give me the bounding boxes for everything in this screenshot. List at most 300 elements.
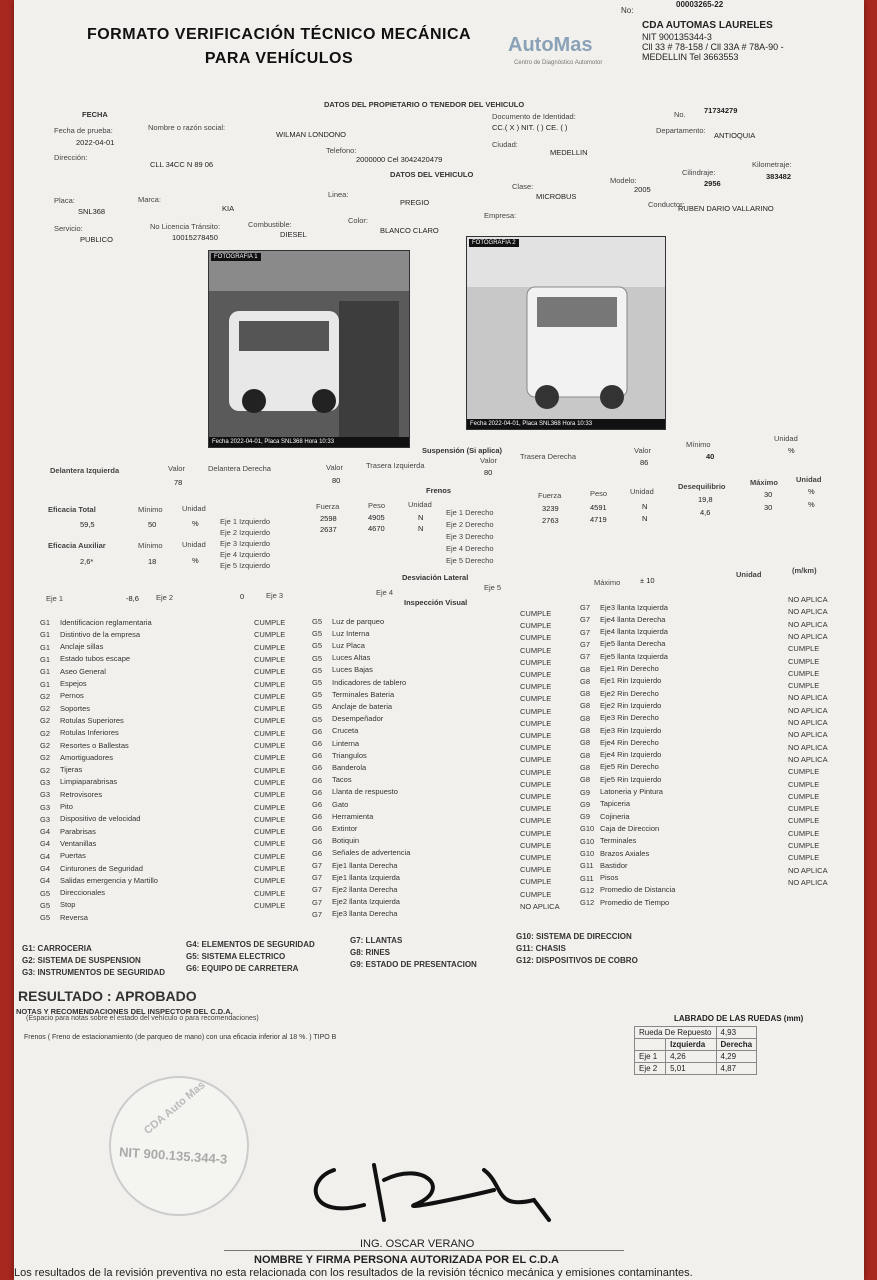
inspection-item-result: CUMPLE bbox=[254, 790, 286, 800]
departamento-label: Departamento: bbox=[656, 126, 706, 135]
inspection-item-code: G10 bbox=[580, 849, 595, 858]
inspection-item-result: CUMPLE bbox=[254, 679, 286, 689]
inspection-item-result: CUMPLE bbox=[520, 816, 552, 826]
eficacia-total-minimo: 50 bbox=[148, 520, 157, 529]
inspection-item-code: G4 bbox=[40, 839, 51, 849]
brake-axle-left-fuerza: 2637 bbox=[320, 525, 337, 534]
inspection-item-result: NO APLICA bbox=[788, 619, 828, 629]
inspector-name: ING. OSCAR VERANO bbox=[360, 1238, 475, 1250]
inspection-item-result: CUMPLE bbox=[520, 865, 552, 875]
susp-minimo-value: 40 bbox=[706, 452, 715, 461]
brake-axle-left-fuerza: 2598 bbox=[320, 514, 337, 523]
eficacia-aux-unidad-label: Unidad bbox=[182, 540, 206, 549]
inspection-item-code: G5 bbox=[312, 678, 323, 687]
fuerza-label-right: Fuerza bbox=[538, 491, 562, 500]
inspection-item-label: Terminales bbox=[600, 836, 637, 846]
inspection-item-result: CUMPLE bbox=[254, 814, 286, 824]
inspection-item-label: Soportes bbox=[60, 703, 91, 713]
doc-identidad-label: Documento de Identidad: bbox=[492, 112, 576, 121]
inspection-item-label: Eje2 Rin Izquierdo bbox=[600, 700, 662, 710]
inspection-item-result: NO APLICA bbox=[788, 865, 828, 875]
brake-axle-left-label: Eje 1 Izquierdo bbox=[220, 517, 271, 526]
van-front-image bbox=[209, 251, 409, 447]
peso-label-left: Peso bbox=[368, 501, 386, 510]
desv-eje5-label: Eje 5 bbox=[484, 583, 502, 592]
inspection-item-label: Resortes o Ballestas bbox=[60, 740, 129, 750]
eje2-der: 4,87 bbox=[716, 1063, 757, 1075]
placa-value: SNL368 bbox=[78, 207, 106, 216]
cda-city: MEDELLIN Tel 3663553 bbox=[642, 52, 739, 62]
inspection-item-code: G7 bbox=[580, 652, 591, 662]
inspection-item-result: NO APLICA bbox=[788, 718, 828, 727]
inspection-item-result: CUMPLE bbox=[254, 839, 286, 849]
inspection-item-label: Señales de advertencia bbox=[332, 848, 411, 858]
servicio-label: Servicio: bbox=[54, 224, 83, 233]
inspection-item-code: G1 bbox=[40, 642, 51, 652]
inspection-item-result: NO APLICA bbox=[520, 901, 560, 911]
inspection-item-code: G7 bbox=[580, 639, 591, 649]
legend-group: G2: SISTEMA DE SUSPENSION bbox=[22, 956, 141, 965]
inspection-item-label: Cinturones de Seguridad bbox=[60, 863, 143, 873]
ciudad-value: MEDELLIN bbox=[550, 148, 588, 157]
inspection-item-result: CUMPLE bbox=[520, 731, 552, 740]
inspection-item-result: CUMPLE bbox=[254, 654, 286, 664]
inspection-item-label: Eje4 llanta Izquierda bbox=[600, 627, 668, 637]
brake-axle-right-label: Eje 3 Derecho bbox=[446, 532, 494, 541]
eje1-izq: 4,26 bbox=[666, 1051, 716, 1063]
inspection-item-code: G2 bbox=[40, 691, 51, 701]
derecha-header: Derecha bbox=[716, 1039, 757, 1051]
inspection-item-label: Herramienta bbox=[332, 811, 374, 821]
brake-axle-right-label: Eje 4 Derecho bbox=[446, 544, 494, 553]
inspection-item-result: NO APLICA bbox=[788, 742, 828, 752]
trasera-izq-label: Trasera Izquierda bbox=[366, 461, 425, 470]
inspection-item-code: G2 bbox=[40, 765, 51, 775]
cda-name: CDA AUTOMAS LAURELES bbox=[642, 20, 773, 31]
inspection-item-label: Stop bbox=[60, 900, 76, 910]
inspection-item-code: G8 bbox=[580, 664, 591, 674]
legend-group: G10: SISTEMA DE DIRECCION bbox=[516, 932, 632, 941]
licencia-label: No Licencia Tránsito: bbox=[150, 222, 221, 231]
trasera-izq-value: 80 bbox=[484, 468, 493, 477]
photo-2-tag: FOTOGRAFIA 2 bbox=[469, 239, 519, 247]
inspection-item-label: Terminales Bateria bbox=[332, 689, 395, 699]
inspection-item-code: G7 bbox=[312, 885, 323, 895]
inspection-item-result: CUMPLE bbox=[520, 609, 552, 618]
inspection-item-result: CUMPLE bbox=[520, 779, 552, 789]
inspection-item-label: Bastidor bbox=[600, 860, 628, 870]
brake-axle-right-label: Eje 2 Derecho bbox=[446, 520, 494, 529]
inspection-item-code: G6 bbox=[312, 751, 323, 761]
inspection-item-label: Anclaje sillas bbox=[60, 642, 104, 652]
inspection-item-code: G1 bbox=[40, 679, 51, 689]
eje2-row-label: Eje 2 bbox=[635, 1063, 666, 1075]
combustible-label: Combustible: bbox=[248, 220, 292, 229]
frenos-title: Frenos bbox=[426, 486, 452, 495]
legend-group: G9: ESTADO DE PRESENTACION bbox=[350, 960, 477, 969]
legend-group: G1: CARROCERIA bbox=[22, 944, 92, 953]
fecha-section: FECHA bbox=[82, 110, 108, 119]
delantera-izq-valor-label: Valor bbox=[168, 464, 185, 473]
form-title-line2: PARA VEHÍCULOS bbox=[204, 50, 354, 67]
inspection-item-result: CUMPLE bbox=[254, 716, 286, 726]
placa-label: Placa: bbox=[54, 196, 75, 205]
inspection-item-code: G7 bbox=[312, 861, 323, 870]
inspection-item-result: CUMPLE bbox=[520, 670, 552, 679]
inspection-item-result: CUMPLE bbox=[788, 816, 820, 826]
inspection-item-code: G6 bbox=[312, 775, 323, 785]
combustible-value: DIESEL bbox=[280, 230, 307, 239]
nombre-label: Nombre o razón social: bbox=[148, 123, 226, 132]
inspection-item-result: NO APLICA bbox=[788, 705, 828, 715]
notas-title: NOTAS Y RECOMENDACIONES DEL INSPECTOR DEL C.D.A. bbox=[16, 1007, 233, 1016]
inspection-item-result: CUMPLE bbox=[520, 621, 552, 631]
doc-number-label: No: bbox=[621, 6, 634, 15]
inspection-item-label: Eje3 Rin Derecho bbox=[600, 713, 659, 723]
desviacion-title: Desviación Lateral bbox=[402, 573, 469, 582]
inspection-item-code: G3 bbox=[40, 777, 51, 787]
eficacia-total-unidad-label: Unidad bbox=[182, 504, 206, 513]
inspection-item-label: Eje2 Rin Derecho bbox=[600, 688, 659, 698]
inspection-item-label: Reversa bbox=[60, 912, 88, 922]
inspection-item-result: CUMPLE bbox=[788, 681, 820, 691]
inspection-item-label: Eje4 Rin Derecho bbox=[600, 737, 659, 747]
eje1-der: 4,29 bbox=[716, 1051, 757, 1063]
inspection-item-code: G8 bbox=[580, 762, 591, 772]
desv-eje1-value: -8,6 bbox=[126, 594, 139, 603]
inspection-item-code: G8 bbox=[580, 726, 591, 735]
inspection-item-label: Estado tubos escape bbox=[60, 654, 131, 664]
cda-nit: NIT 900135344-3 bbox=[642, 32, 712, 42]
inspection-item-result: CUMPLE bbox=[520, 840, 552, 850]
inspection-item-code: G9 bbox=[580, 812, 591, 822]
doc-number: 00003265-22 bbox=[676, 0, 724, 9]
inspection-item-label: Ventanillas bbox=[60, 838, 97, 848]
inspection-item-code: G1 bbox=[40, 618, 51, 627]
labrado-table bbox=[634, 1026, 757, 1075]
inspection-item-label: Promedio de Distancia bbox=[600, 885, 676, 895]
color-value: BLANCO CLARO bbox=[380, 226, 439, 235]
fecha-prueba-label: Fecha de prueba: bbox=[54, 126, 113, 135]
inspection-item-code: G4 bbox=[40, 851, 51, 861]
unidad-label-left: Unidad bbox=[408, 500, 432, 509]
inspection-item-result: CUMPLE bbox=[254, 691, 286, 701]
desequilibrio-label: Desequilibrio bbox=[678, 482, 726, 491]
inspection-item-label: Espejos bbox=[60, 679, 87, 688]
desequilibrio-1: 19,8 bbox=[698, 495, 713, 504]
inspection-item-result: CUMPLE bbox=[788, 791, 820, 801]
inspection-item-label: Parabrisas bbox=[60, 826, 96, 836]
marca-label: Marca: bbox=[138, 195, 161, 204]
form-title-line1: FORMATO VERIFICACIÓN TÉCNICO MECÁNICA bbox=[86, 26, 472, 43]
inspection-item-label: Luz de parqueo bbox=[332, 616, 385, 626]
van-rear-image bbox=[467, 237, 665, 429]
inspection-item-result: CUMPLE bbox=[520, 657, 552, 667]
inspection-item-label: Eje5 Rin Izquierdo bbox=[600, 774, 662, 784]
inspection-item-result: CUMPLE bbox=[788, 841, 820, 850]
delantera-der-value: 80 bbox=[332, 476, 341, 485]
inspection-item-label: Linterna bbox=[332, 738, 360, 748]
inspection-item-code: G11 bbox=[580, 861, 594, 871]
vehicle-photo-1 bbox=[208, 250, 410, 448]
rueda-repuesto-label: Rueda De Repuesto bbox=[635, 1027, 717, 1039]
inspection-item-label: Pernos bbox=[60, 691, 84, 701]
inspection-item-label: Pito bbox=[60, 802, 73, 811]
inspection-item-result: CUMPLE bbox=[520, 889, 552, 899]
desv-unidad-label: Unidad bbox=[736, 570, 762, 579]
inspection-item-label: Rotulas Superiores bbox=[60, 715, 124, 725]
inspection-item-label: Eje5 llanta Izquierda bbox=[600, 651, 668, 661]
inspection-item-label: Caja de Direccion bbox=[600, 823, 660, 833]
marca-value: KIA bbox=[222, 204, 235, 213]
brake-axle-right-peso: 4591 bbox=[590, 503, 607, 512]
desv-eje4-label: Eje 4 bbox=[376, 588, 394, 597]
stamp-name: CDA Auto Mas bbox=[141, 1079, 208, 1137]
inspection-item-code: G2 bbox=[40, 753, 51, 763]
inspection-item-code: G6 bbox=[312, 787, 323, 797]
inspection-item-result: CUMPLE bbox=[520, 682, 552, 692]
inspection-item-code: G2 bbox=[40, 741, 51, 750]
brake-axle-left-label: Eje 3 Izquierdo bbox=[220, 539, 271, 548]
inspection-item-code: G9 bbox=[580, 799, 591, 809]
vehicle-photo-2 bbox=[466, 236, 666, 430]
inspection-item-label: Cojineria bbox=[600, 811, 630, 821]
clase-value: MICROBUS bbox=[536, 192, 577, 201]
legend-group: G6: EQUIPO DE CARRETERA bbox=[186, 964, 299, 973]
inspection-item-result: NO APLICA bbox=[788, 595, 828, 604]
desv-unidad-value: (m/km) bbox=[792, 566, 817, 575]
maximo-label: Máximo bbox=[750, 478, 778, 487]
notas-text: Frenos ( Freno de estacionamiento (de parqueo de mano) con una eficacia inferior al 18 %. ) TIPO B bbox=[24, 1034, 337, 1041]
inspection-item-label: Luz Interna bbox=[332, 628, 370, 638]
inspection-item-label: Gato bbox=[332, 799, 349, 809]
inspection-item-result: NO APLICA bbox=[788, 730, 828, 740]
brake-axle-left-unidad: N bbox=[418, 513, 424, 522]
inspection-item-label: Extintor bbox=[332, 823, 358, 833]
inspection-item-label: Luces Altas bbox=[332, 653, 371, 663]
inspection-item-label: Eje4 Rin Izquierdo bbox=[600, 750, 662, 760]
clase-label: Clase: bbox=[512, 182, 534, 191]
inspection-item-label: Botiquin bbox=[332, 836, 360, 846]
brake-axle-left-unidad: N bbox=[418, 524, 424, 533]
inspection-item-result: CUMPLE bbox=[788, 668, 820, 678]
conductor-label: Conductor: bbox=[648, 200, 685, 209]
legend-group: G7: LLANTAS bbox=[350, 936, 403, 945]
automas-logo: AutoMas bbox=[508, 34, 593, 56]
linea-value: PREGIO bbox=[400, 198, 430, 207]
inspection-item-result: CUMPLE bbox=[254, 864, 286, 873]
inspection-item-label: Desempeñador bbox=[332, 714, 384, 724]
inspection-item-code: G5 bbox=[312, 653, 323, 663]
inspection-item-label: Cruceta bbox=[332, 726, 359, 736]
inspection-item-code: G5 bbox=[312, 617, 323, 626]
trasera-der-valor-label: Valor bbox=[634, 446, 651, 455]
inspection-item-code: G6 bbox=[312, 726, 323, 736]
inspection-item-label: Pisos bbox=[600, 873, 619, 883]
inspection-item-result: CUMPLE bbox=[254, 642, 286, 652]
ciudad-label: Ciudad: bbox=[492, 140, 518, 149]
inspection-item-result: CUMPLE bbox=[520, 828, 552, 838]
legend-group: G11: CHASIS bbox=[516, 944, 566, 953]
inspection-item-code: G3 bbox=[40, 790, 51, 800]
inspection-item-code: G8 bbox=[580, 775, 591, 785]
inspection-item-result: CUMPLE bbox=[254, 851, 286, 861]
logo-tagline: Centro de Diagnóstico Automotor bbox=[514, 60, 603, 66]
inspection-item-label: Salidas emergencia y Martillo bbox=[60, 875, 158, 885]
legend-group: G8: RINES bbox=[350, 948, 391, 957]
brake-axle-right-label: Eje 5 Derecho bbox=[446, 556, 494, 565]
inspection-item-label: Banderola bbox=[332, 762, 367, 772]
susp-minimo-label: Mínimo bbox=[686, 440, 711, 449]
desequilibrio-2: 4,6 bbox=[700, 508, 711, 517]
inspection-item-label: Identificacion reglamentaria bbox=[60, 617, 152, 627]
inspection-item-result: CUMPLE bbox=[520, 877, 552, 887]
licencia-value: 10015278450 bbox=[172, 233, 218, 242]
inspection-item-code: G6 bbox=[312, 800, 323, 809]
cilindraje-value: 2956 bbox=[704, 179, 721, 188]
inspection-item-result: CUMPLE bbox=[254, 667, 286, 677]
eficacia-total-minimo-label: Mínimo bbox=[138, 505, 163, 514]
footer-disclaimer: Los resultados de la revisión preventiva no esta relacionada con los resultados de la revisión técnico mecánica y emisiones contaminantes. bbox=[14, 1267, 693, 1279]
inspection-item-result: CUMPLE bbox=[520, 706, 552, 716]
labrado-title: LABRADO DE LAS RUEDAS (mm) bbox=[674, 1014, 804, 1023]
desv-maximo-value: ± 10 bbox=[640, 576, 655, 585]
eficacia-aux-minimo: 18 bbox=[148, 557, 157, 566]
color-label: Color: bbox=[348, 216, 369, 225]
inspection-item-code: G5 bbox=[312, 702, 323, 712]
brake-axle-right-unidad: N bbox=[642, 502, 648, 511]
inspection-item-label: Eje2 llanta Derecha bbox=[332, 884, 398, 894]
inspection-item-result: CUMPLE bbox=[788, 767, 820, 777]
inspection-item-result: NO APLICA bbox=[788, 607, 828, 617]
susp-unidad-label: Unidad bbox=[774, 434, 798, 443]
eficacia-aux-unidad: % bbox=[192, 556, 199, 565]
inspection-item-result: CUMPLE bbox=[520, 755, 552, 765]
eficacia-total-unidad: % bbox=[192, 519, 199, 528]
inspection-item-label: Eje2 llanta Izquierda bbox=[332, 897, 400, 907]
inspection-item-code: G1 bbox=[40, 630, 51, 640]
vehicle-section-title: DATOS DEL VEHICULO bbox=[390, 170, 474, 179]
nombre-value: WILMAN LONDONO bbox=[276, 130, 347, 139]
eficacia-total-value: 59,5 bbox=[80, 520, 95, 529]
inspection-item-label: Eje1 llanta Izquierda bbox=[332, 872, 400, 882]
inspection-item-label: Brazos Axiales bbox=[600, 848, 650, 858]
delantera-der-valor-label: Valor bbox=[326, 463, 343, 472]
inspection-item-code: G4 bbox=[40, 876, 51, 886]
inspection-item-label: Eje4 llanta Derecha bbox=[600, 614, 666, 624]
inspection-item-label: Triangulos bbox=[332, 750, 367, 760]
delantera-der-label: Delantera Derecha bbox=[208, 464, 271, 473]
susp-unidad-value: % bbox=[788, 446, 795, 455]
inspection-item-label: Tacos bbox=[332, 775, 352, 785]
inspection-item-code: G7 bbox=[580, 627, 591, 637]
brake-axle-right-fuerza: 3239 bbox=[542, 504, 559, 513]
inspection-item-result: CUMPLE bbox=[254, 704, 286, 714]
inspector-signature bbox=[304, 1150, 574, 1240]
servicio-value: PUBLICO bbox=[80, 235, 113, 244]
inspection-item-code: G4 bbox=[40, 827, 51, 837]
inspection-item-result: NO APLICA bbox=[788, 877, 828, 887]
kilometraje-label: Kilometraje: bbox=[752, 160, 792, 169]
inspection-item-code: G7 bbox=[312, 909, 323, 919]
inspection-item-code: G1 bbox=[40, 667, 51, 677]
inspection-item-label: Aseo General bbox=[60, 666, 106, 676]
doc-no-label: No. bbox=[674, 110, 686, 119]
inspection-item-label: Eje3 llanta Derecha bbox=[332, 909, 398, 919]
inspection-item-label: Eje5 Rin Derecho bbox=[600, 762, 659, 772]
eficacia-aux-minimo-label: Mínimo bbox=[138, 541, 163, 550]
inspection-item-result: CUMPLE bbox=[788, 853, 820, 863]
inspection-item-code: G6 bbox=[312, 836, 323, 846]
inspection-item-label: Eje1 Rin Izquierdo bbox=[600, 676, 662, 686]
inspection-item-label: Eje5 llanta Derecha bbox=[600, 639, 666, 649]
trasera-der-label: Trasera Derecha bbox=[520, 452, 576, 461]
inspection-item-result: CUMPLE bbox=[520, 633, 552, 643]
inspection-item-label: Llanta de respuesto bbox=[332, 787, 398, 797]
inspection-item-code: G5 bbox=[312, 714, 323, 724]
inspection-item-result: CUMPLE bbox=[520, 804, 552, 814]
desv-eje2-value: 0 bbox=[240, 592, 245, 601]
empresa-label: Empresa: bbox=[484, 211, 517, 220]
inspection-item-label: Eje3 Rin Izquierdo bbox=[600, 725, 662, 735]
inspection-item-code: G3 bbox=[40, 802, 51, 812]
inspection-item-code: G12 bbox=[580, 898, 595, 908]
inspection-item-label: Latoneria y Pintura bbox=[600, 787, 663, 796]
inspection-item-code: G4 bbox=[40, 864, 51, 873]
inspection-item-result: CUMPLE bbox=[254, 741, 286, 750]
inspection-item-label: Anclaje de bateria bbox=[332, 701, 393, 711]
desv-maximo-label: Máximo bbox=[594, 578, 621, 587]
unidad-2: % bbox=[808, 500, 815, 509]
trasera-der-value: 86 bbox=[640, 458, 649, 467]
inspection-item-result: CUMPLE bbox=[254, 827, 286, 837]
inspection-item-label: Luz Placa bbox=[332, 640, 365, 650]
inspection-item-code: G7 bbox=[580, 603, 591, 612]
brake-axle-right-peso: 4719 bbox=[590, 515, 607, 524]
delantera-izq-label: Delantera Izquierda bbox=[50, 466, 120, 475]
inspection-item-code: G6 bbox=[312, 812, 323, 822]
inspection-item-result: CUMPLE bbox=[520, 645, 552, 655]
inspection-item-label: Luces Bajas bbox=[332, 665, 373, 675]
legend-group: G12: DISPOSITIVOS DE COBRO bbox=[516, 956, 638, 965]
conductor-value: RUBEN DARIO VALLARINO bbox=[678, 204, 774, 213]
inspection-item-code: G8 bbox=[580, 689, 591, 699]
inspection-item-result: CUMPLE bbox=[254, 765, 286, 775]
owner-section-title: DATOS DEL PROPIETARIO O TENEDOR DEL VEHICULO bbox=[324, 100, 525, 109]
inspection-item-result: CUMPLE bbox=[520, 792, 552, 801]
brake-axle-left-label: Eje 4 Izquierdo bbox=[220, 550, 271, 559]
resultado-text: RESULTADO : APROBADO bbox=[18, 988, 197, 1004]
direccion-label: Dirección: bbox=[54, 153, 88, 162]
inspection-item-code: G8 bbox=[580, 738, 591, 748]
inspection-item-code: G5 bbox=[312, 629, 323, 639]
delantera-izq-value: 78 bbox=[174, 478, 183, 487]
doc-no-value: 71734279 bbox=[704, 106, 738, 115]
inspection-item-code: G10 bbox=[580, 836, 595, 846]
inspection-item-code: G8 bbox=[580, 750, 591, 760]
inspection-item-code: G7 bbox=[312, 897, 323, 907]
modelo-value: 2005 bbox=[634, 185, 651, 194]
photo-2-caption: Fecha 2022-04-01, Placa SNL368 Hora 10:33 bbox=[467, 419, 665, 429]
inspection-item-code: G6 bbox=[312, 763, 323, 773]
inspection-item-result: CUMPLE bbox=[254, 728, 286, 738]
inspection-item-label: Tapiceria bbox=[600, 799, 631, 809]
inspection-item-result: CUMPLE bbox=[520, 694, 552, 704]
brake-axle-left-label: Eje 2 Izquierdo bbox=[220, 528, 271, 537]
eficacia-auxiliar-label: Eficacia Auxiliar bbox=[48, 541, 106, 550]
inspection-item-result: CUMPLE bbox=[520, 743, 552, 753]
inspection-item-result: CUMPLE bbox=[254, 618, 286, 627]
